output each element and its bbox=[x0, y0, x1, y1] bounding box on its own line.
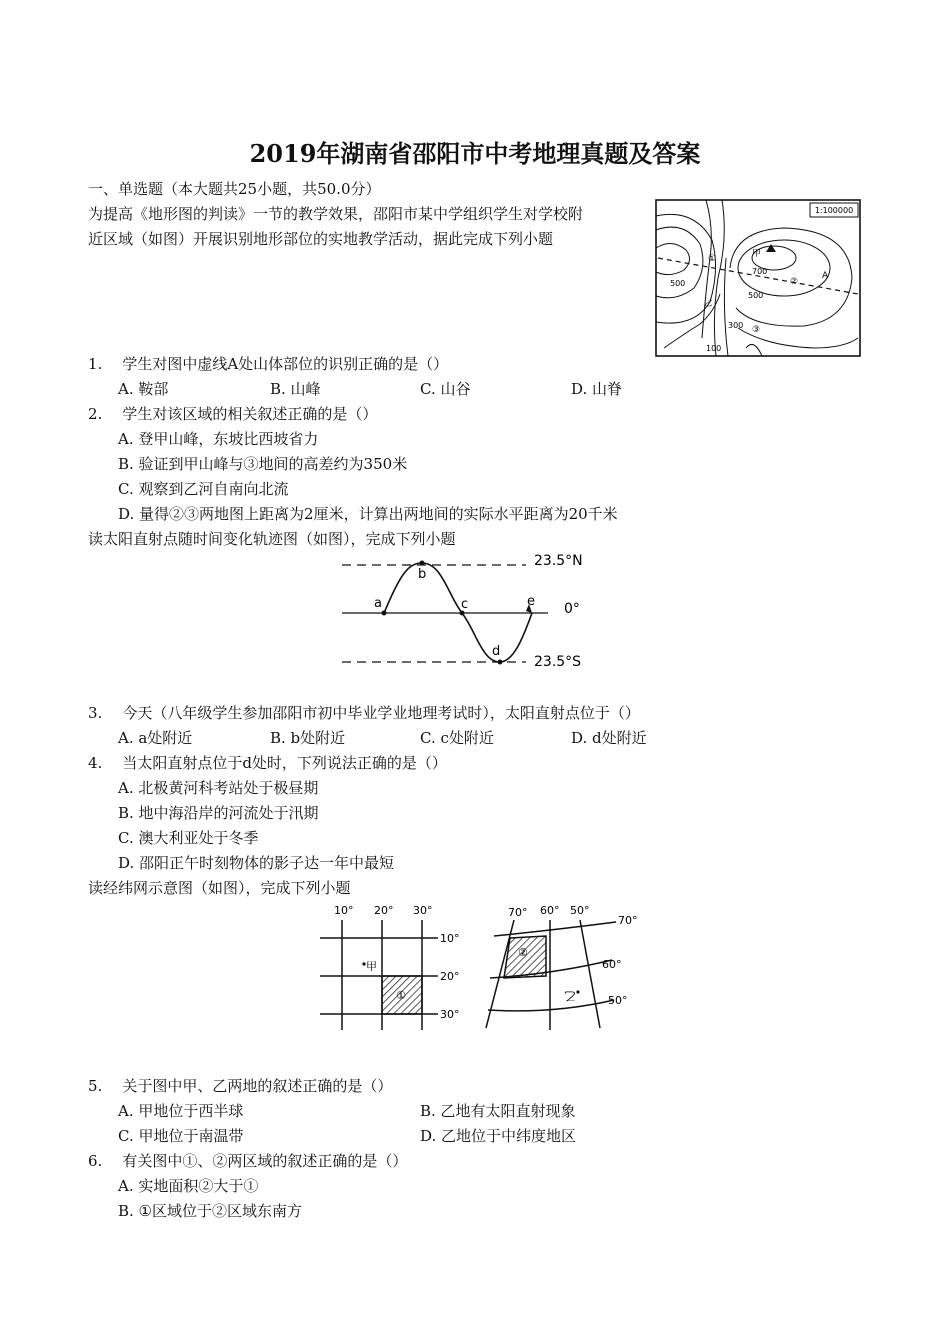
q3-option-a: A. a处附近 bbox=[118, 729, 193, 747]
label-region-2: ② bbox=[518, 946, 528, 959]
lon-70: 70° bbox=[508, 906, 528, 919]
label-n3: ③ bbox=[752, 325, 761, 335]
page-title: 2019年湖南省邵阳市中考地理真题及答案 bbox=[249, 139, 701, 168]
label-700: 700 bbox=[752, 267, 768, 276]
lon-20: 20° bbox=[374, 904, 394, 917]
label-A: A bbox=[822, 271, 829, 281]
question-stem: 学生对图中虚线A处山体部位的识别正确的是（） bbox=[122, 355, 449, 373]
intro-1-line-1: 为提高《地形图的判读》一节的教学效果，邵阳市某中学组织学生对学校附 bbox=[88, 205, 584, 223]
label-500b: 500 bbox=[748, 291, 764, 300]
section-heading: 一、单选题（本大题共25小题，共50.0分） bbox=[88, 180, 381, 198]
label-n2: ② bbox=[790, 277, 799, 287]
question-1 bbox=[88, 353, 448, 374]
q1-option-b: B. 山峰 bbox=[270, 380, 321, 398]
q3-option-b: B. b处附近 bbox=[270, 729, 346, 747]
q5-option-b: B. 乙地有太阳直射现象 bbox=[420, 1102, 576, 1120]
point-d bbox=[498, 660, 503, 665]
label-100: 100 bbox=[706, 344, 722, 353]
label-b: b bbox=[418, 567, 427, 582]
question-number: 6. bbox=[88, 1152, 103, 1170]
q4-option-a: A. 北极黄河科考站处于极昼期 bbox=[118, 779, 319, 797]
question-stem: 关于图中甲、乙两地的叙述正确的是（） bbox=[122, 1077, 393, 1095]
label-500a: 500 bbox=[670, 279, 686, 288]
q1-option-a: A. 鞍部 bbox=[118, 380, 169, 398]
graticule-map-1 bbox=[318, 898, 468, 1033]
label-c: c bbox=[461, 597, 469, 612]
label-e: e bbox=[527, 594, 535, 609]
point-b bbox=[420, 561, 425, 566]
lon-30: 30° bbox=[413, 904, 433, 917]
question-stem: 学生对该区域的相关叙述正确的是（） bbox=[122, 405, 378, 423]
q2-option-c: C. 观察到乙河自南向北流 bbox=[118, 480, 289, 498]
label-300: 300 bbox=[728, 321, 744, 330]
question-2 bbox=[88, 403, 377, 424]
lon-50: 50° bbox=[570, 904, 590, 917]
lon-60: 60° bbox=[540, 904, 560, 917]
q4-option-d: D. 邵阳正午时刻物体的影子达一年中最短 bbox=[118, 854, 395, 872]
question-number: 4. bbox=[88, 754, 103, 772]
q4-option-c: C. 澳大利亚处于冬季 bbox=[118, 829, 259, 847]
q1-option-c: C. 山谷 bbox=[420, 380, 471, 398]
question-3 bbox=[88, 702, 640, 723]
label-equator: 0° bbox=[564, 601, 580, 617]
q5-option-c: C. 甲地位于南温带 bbox=[118, 1127, 244, 1145]
label-a: a bbox=[374, 596, 382, 611]
q6-option-a: A. 实地面积②大于① bbox=[118, 1177, 259, 1195]
q4-option-b: B. 地中海沿岸的河流处于汛期 bbox=[118, 804, 319, 822]
lon-10: 10° bbox=[334, 904, 354, 917]
question-number: 5. bbox=[88, 1077, 103, 1095]
graticule-map-2 bbox=[484, 898, 644, 1033]
question-number: 1. bbox=[88, 355, 103, 373]
q2-option-d: D. 量得②③两地图上距离为2厘米，计算出两地间的实际水平距离为20千米 bbox=[118, 505, 618, 523]
lat-50: 50° bbox=[608, 994, 628, 1007]
question-number: 3. bbox=[88, 704, 103, 722]
lat-60: 60° bbox=[602, 958, 622, 971]
lat-30: 30° bbox=[440, 1008, 460, 1021]
intro-3: 读经纬网示意图（如图），完成下列小题 bbox=[88, 879, 351, 897]
question-5 bbox=[88, 1075, 392, 1096]
question-6 bbox=[88, 1150, 407, 1171]
label-jia: 甲 bbox=[752, 249, 762, 259]
question-stem: 今天（八年级学生参加邵阳市初中毕业学业地理考试时），太阳直射点位于（） bbox=[122, 704, 640, 722]
question-4 bbox=[88, 752, 447, 773]
q2-option-a: A. 登甲山峰，东坡比西坡省力 bbox=[118, 430, 319, 448]
q1-option-d: D. 山脊 bbox=[571, 380, 623, 398]
lat-10: 10° bbox=[440, 932, 460, 945]
intro-2: 读太阳直射点随时间变化轨迹图（如图），完成下列小题 bbox=[88, 530, 456, 548]
lat-20: 20° bbox=[440, 970, 460, 983]
q5-option-d: D. 乙地位于中纬度地区 bbox=[420, 1127, 577, 1145]
label-jia: 甲 bbox=[366, 960, 377, 973]
question-stem: 当太阳直射点位于d处时，下列说法正确的是（） bbox=[122, 754, 447, 772]
q6-option-b: B. ①区域位于②区域东南方 bbox=[118, 1202, 303, 1220]
map-scale: 1:100000 bbox=[814, 206, 854, 215]
q3-option-c: C. c处附近 bbox=[420, 729, 494, 747]
question-number: 2. bbox=[88, 405, 103, 423]
q3-option-d: D. d处附近 bbox=[571, 729, 647, 747]
label-n1: ① bbox=[708, 254, 717, 264]
point-a bbox=[382, 611, 387, 616]
label-d: d bbox=[492, 644, 501, 659]
label-yi: 乙 bbox=[563, 989, 576, 1003]
label-region-1: ① bbox=[396, 989, 406, 1002]
label-23-5-n: 23.5°N bbox=[534, 553, 583, 569]
contour-map bbox=[654, 198, 862, 358]
lat-70: 70° bbox=[618, 914, 638, 927]
question-stem: 有关图中①、②两区域的叙述正确的是（） bbox=[122, 1152, 408, 1170]
intro-1-line-2: 近区域（如图）开展识别地形部位的实地教学活动，据此完成下列小题 bbox=[88, 230, 554, 248]
label-yi: 乙 bbox=[704, 299, 712, 308]
q5-option-a: A. 甲地位于西半球 bbox=[118, 1102, 244, 1120]
label-23-5-s: 23.5°S bbox=[534, 654, 582, 670]
sun-path-chart bbox=[338, 545, 618, 675]
q2-option-b: B. 验证到甲山峰与③地间的高差约为350米 bbox=[118, 455, 408, 473]
